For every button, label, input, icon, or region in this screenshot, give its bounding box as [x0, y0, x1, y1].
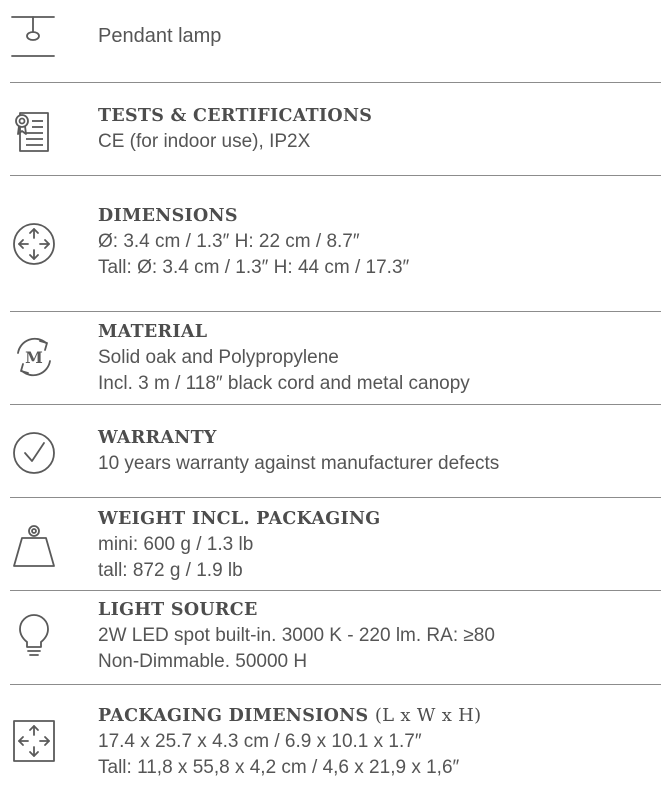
divider	[10, 590, 661, 591]
divider	[10, 684, 661, 685]
certificate-icon	[10, 107, 58, 155]
weight-icon	[10, 522, 58, 570]
warranty-heading: WARRANTY	[98, 428, 217, 448]
material-cycle-icon	[10, 333, 58, 381]
packaging-line-1: 17.4 x 25.7 x 4.3 cm / 6.9 x 10.1 x 1.7″	[98, 731, 422, 752]
light-source-line-2: Non-Dimmable. 50000 H	[98, 651, 308, 672]
checkmark-circle-icon	[10, 429, 58, 477]
spec-row-warranty	[10, 425, 661, 483]
warranty-line-1: 10 years warranty against manufacturer defects	[98, 453, 500, 474]
packaging-line-2: Tall: 11,8 x 55,8 x 4,2 cm / 4,6 x 21,9 x 1,6″	[98, 757, 460, 778]
tests-line-1: CE (for indoor use), IP2X	[98, 131, 311, 152]
spec-row-tests	[10, 103, 661, 159]
divider	[10, 311, 661, 312]
light-source-line-1: 2W LED spot built-in. 3000 K - 220 lm. RA: ≥80	[98, 625, 495, 646]
pendant-lamp-icon	[10, 12, 58, 60]
lightbulb-icon	[10, 612, 58, 660]
dimensions-arrows-icon	[10, 220, 58, 268]
spec-row-light-source	[10, 597, 661, 679]
material-heading: MATERIAL	[98, 322, 208, 342]
spec-row-weight	[10, 506, 661, 586]
light-source-heading: LIGHT SOURCE	[98, 600, 258, 620]
weight-line-1: mini: 600 g / 1.3 lb	[98, 534, 254, 555]
dimensions-heading: DIMENSIONS	[98, 206, 238, 226]
dimensions-line-1: Ø: 3.4 cm / 1.3″ H: 22 cm / 8.7″	[98, 231, 360, 252]
spec-row-packaging	[10, 703, 661, 783]
material-line-1: Solid oak and Polypropylene	[98, 347, 339, 368]
divider	[10, 175, 661, 176]
spec-row-dimensions	[10, 203, 661, 287]
packaging-heading	[98, 703, 661, 729]
lamp-type-label: Pendant lamp	[98, 25, 222, 47]
weight-heading: WEIGHT INCL. PACKAGING	[98, 509, 381, 529]
dimensions-line-2: Tall: Ø: 3.4 cm / 1.3″ H: 44 cm / 17.3″	[98, 257, 410, 278]
spec-row-material	[10, 319, 661, 403]
packaging-heading-suffix: (L x W x H)	[374, 705, 482, 726]
divider	[10, 404, 661, 405]
divider	[10, 497, 661, 498]
packaging-box-icon	[10, 717, 58, 765]
packaging-heading-title: PACKAGING DIMENSIONS	[98, 706, 369, 726]
divider	[10, 82, 661, 83]
material-line-2: Incl. 3 m / 118″ black cord and metal canopy	[98, 373, 470, 394]
tests-heading: TESTS & CERTIFICATIONS	[98, 106, 373, 126]
svg-text:M: M	[25, 348, 43, 367]
weight-line-2: tall: 872 g / 1.9 lb	[98, 560, 243, 581]
spec-row-lamp-type	[10, 12, 661, 62]
